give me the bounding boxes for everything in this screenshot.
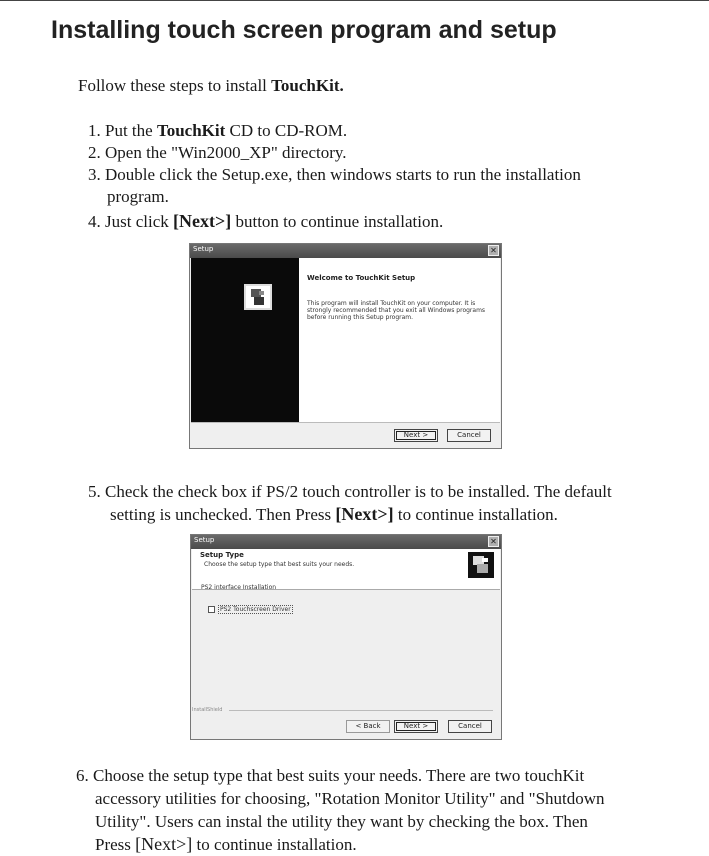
setup-icon	[468, 552, 494, 578]
step-6-cont-3	[95, 833, 357, 856]
installshield-brand: InstallShield	[192, 707, 223, 713]
setup-type-dialog	[190, 534, 502, 740]
close-icon[interactable]: ✕	[488, 245, 499, 256]
intro-text	[78, 74, 344, 97]
step-2: 2. Open the "Win2000_XP" directory.	[88, 143, 347, 162]
ps2-checkbox[interactable]	[208, 606, 215, 613]
step-6: 6. Choose the setup type that best suits your needs. There are two touchKit	[76, 766, 585, 785]
welcome-body: This program will install TouchKit on your computer. It is strongly recommended that you exit all Windows programs before running this Setup program.	[307, 300, 486, 321]
step-5-cont	[110, 503, 558, 526]
step-4-post: button to continue installation.	[231, 212, 444, 231]
next-button[interactable]: Next >	[394, 720, 438, 733]
window-title: Setup	[194, 536, 215, 544]
step-1	[88, 119, 347, 142]
close-icon[interactable]: ✕	[488, 536, 499, 547]
step-4	[88, 210, 443, 233]
step-6-cont-1: accessory utilities for choosing, "Rotation Monitor Utility" and "Shutdown	[95, 789, 605, 808]
step-6-cont-2: Utility". Users can instal the utility they want by checking the box. Then	[95, 812, 588, 831]
intro-prefix: Follow these steps to install	[78, 76, 272, 95]
ps2-checkbox-label[interactable]: PS2 Touchscreen Driver	[220, 606, 291, 613]
next-button[interactable]: Next >	[394, 429, 438, 442]
setup-type-description: Choose the setup type that best suits your needs.	[204, 561, 355, 568]
title-bar	[190, 244, 501, 258]
setup-icon	[244, 284, 272, 310]
side-panel	[191, 258, 299, 422]
welcome-heading: Welcome to TouchKit Setup	[307, 274, 416, 282]
window-title: Setup	[193, 245, 214, 253]
page-title: Installing touch screen program and setup	[51, 16, 557, 44]
welcome-content	[299, 258, 500, 422]
step-3: 3. Double click the Setup.exe, then windows starts to run the installation	[88, 165, 581, 184]
divider	[191, 422, 500, 423]
step-1-post: CD to CD-ROM.	[225, 121, 348, 140]
step-3-cont: program.	[107, 187, 169, 206]
cancel-button[interactable]: Cancel	[447, 429, 491, 442]
step-4-next: [Next>]	[173, 211, 232, 231]
divider	[229, 710, 493, 711]
step-4-pre: 4. Just click	[88, 212, 173, 231]
step-5-next: [Next>]	[335, 504, 394, 524]
cancel-button[interactable]: Cancel	[448, 720, 492, 733]
option-text: PS2 interface Installation	[201, 584, 277, 591]
intro-app-name: TouchKit.	[271, 76, 344, 95]
title-bar	[191, 535, 501, 549]
back-button[interactable]: < Back	[346, 720, 390, 733]
step-1-pre: 1. Put the	[88, 121, 157, 140]
step-6-post: to continue installation.	[192, 835, 357, 854]
step-5-pre: setting is unchecked. Then Press	[110, 505, 336, 524]
step-6-next: [Next>]	[135, 834, 193, 854]
setup-type-heading: Setup Type	[200, 551, 244, 559]
step-5-post: to continue installation.	[393, 505, 558, 524]
step-5: 5. Check the check box if PS/2 touch controller is to be installed. The default	[88, 482, 612, 501]
step-6-pre: Press	[95, 835, 136, 854]
top-rule	[0, 0, 709, 1]
step-1-app: TouchKit	[156, 121, 226, 140]
welcome-dialog	[189, 243, 502, 449]
